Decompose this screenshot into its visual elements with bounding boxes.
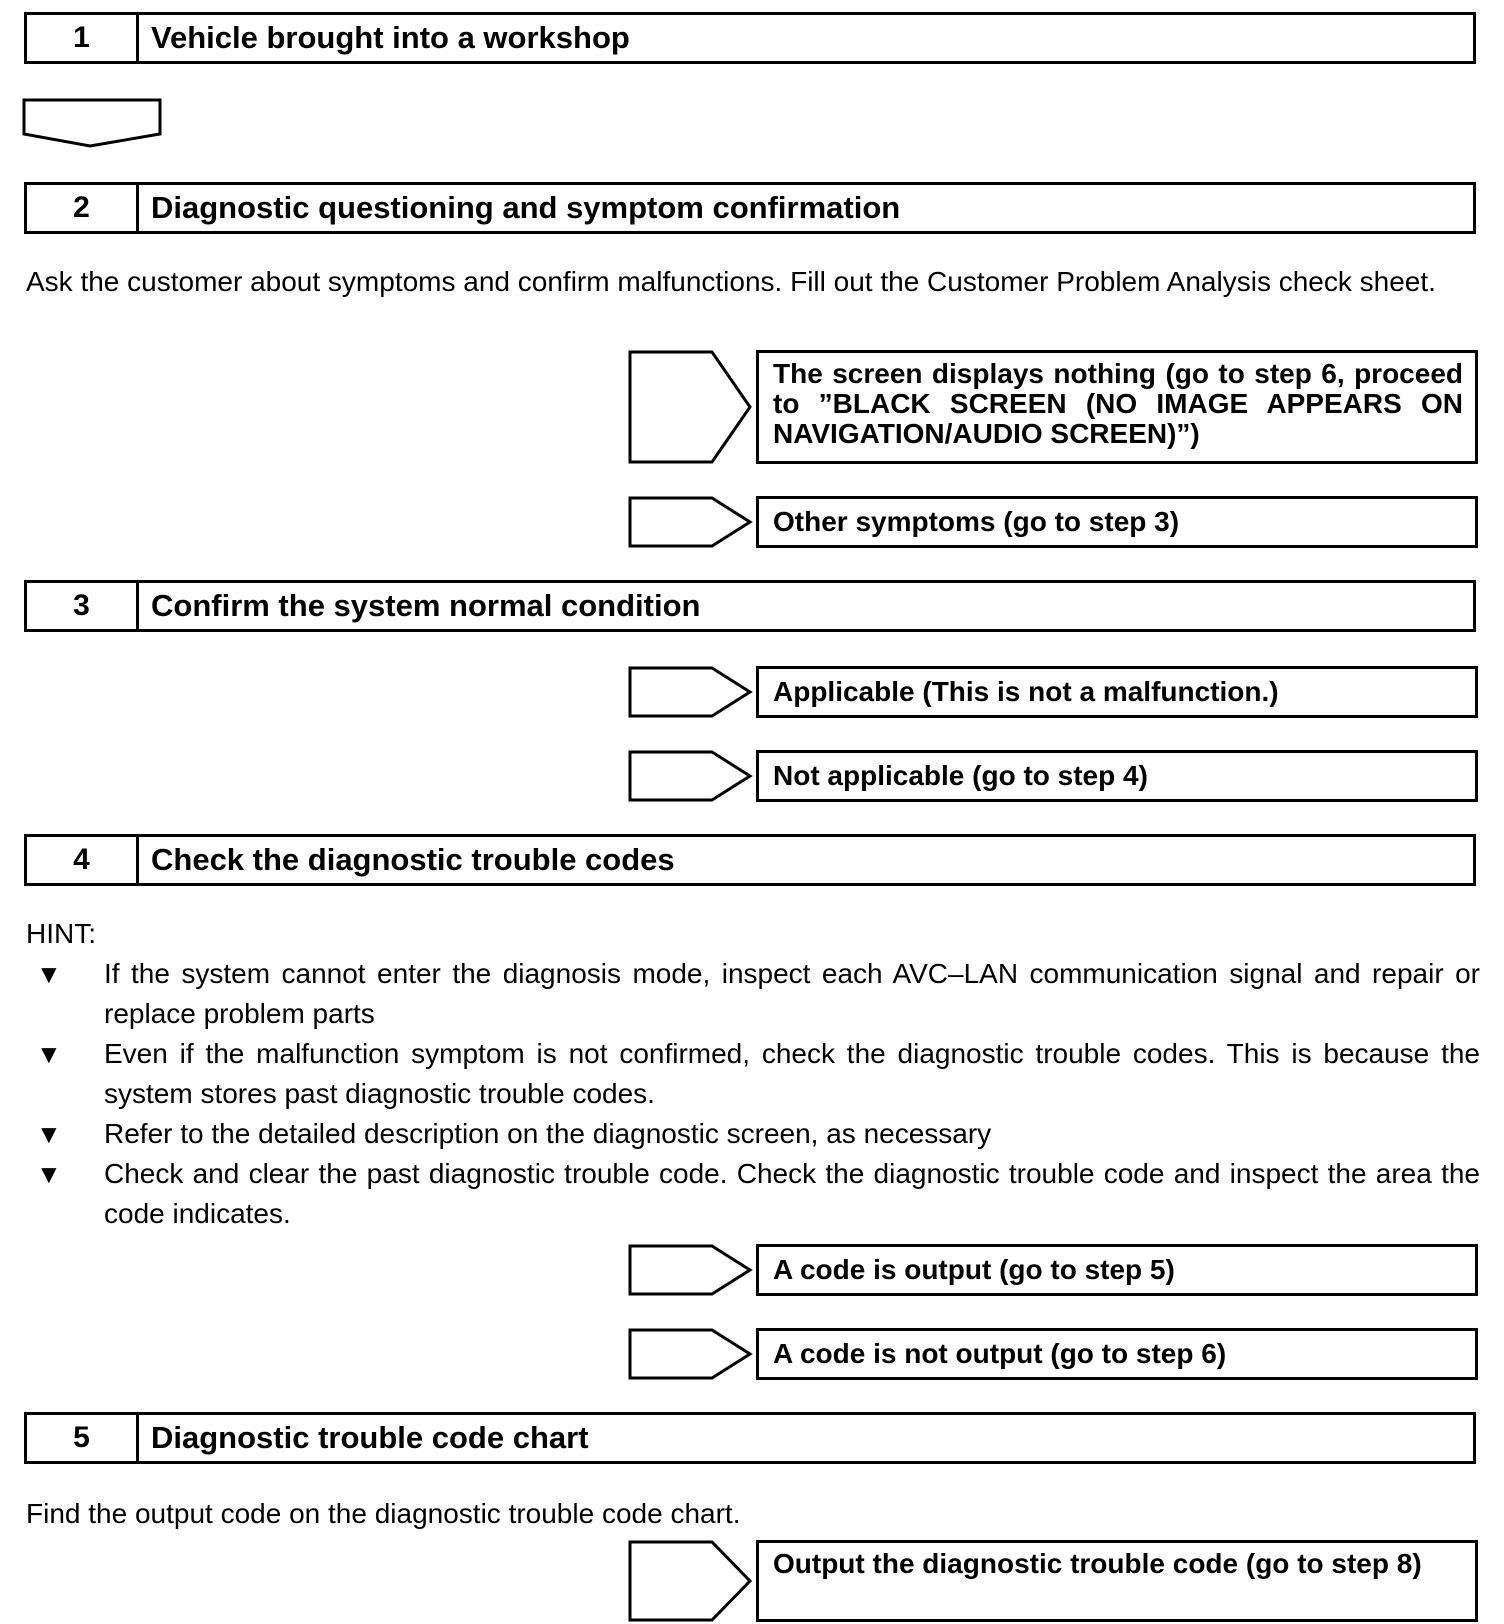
step-title: Diagnostic trouble code chart	[151, 1420, 589, 1455]
outcome-text: The screen displays nothing (go to step 6, proceed to ”BLACK SCREEN (NO IMAGE APPEARS ON NAVIGATION/AUDIO SCREEN)”)	[756, 350, 1478, 464]
outcome-code-output	[628, 1244, 1478, 1296]
triangle-bullet-icon: ▼	[36, 1119, 62, 1149]
outcome-output-dtc	[628, 1540, 1478, 1622]
step-number: 4	[27, 837, 139, 883]
triangle-bullet-icon: ▼	[36, 1159, 62, 1189]
step-3-header	[24, 580, 1476, 632]
step-number: 2	[27, 185, 139, 231]
hint-list	[24, 954, 1480, 1234]
down-arrow-icon	[22, 98, 162, 150]
hint-text: Check and clear the past diagnostic trouble code. Check the diagnostic trouble code and inspect the area the code indicates.	[104, 1158, 1480, 1229]
step-title: Diagnostic questioning and symptom confirmation	[151, 190, 901, 225]
step-2-description: Ask the customer about symptoms and confirm malfunctions. Fill out the Customer Problem Analysis check sheet.	[26, 266, 1436, 297]
list-item	[24, 1114, 1480, 1154]
step-2-header	[24, 182, 1476, 234]
right-arrow-icon	[628, 1328, 756, 1380]
step-number: 3	[27, 583, 139, 629]
step-4-header	[24, 834, 1476, 886]
list-item	[24, 1154, 1480, 1234]
outcome-text: Other symptoms (go to step 3)	[756, 496, 1478, 548]
right-arrow-icon	[628, 350, 756, 464]
outcome-text: A code is not output (go to step 6)	[756, 1328, 1478, 1380]
right-arrow-icon	[628, 496, 756, 548]
outcome-applicable	[628, 666, 1478, 718]
list-item	[24, 954, 1480, 1034]
outcome-text: A code is output (go to step 5)	[756, 1244, 1478, 1296]
step-1-header	[24, 12, 1476, 64]
right-arrow-icon	[628, 1244, 756, 1296]
outcome-black-screen	[628, 350, 1478, 464]
right-arrow-icon	[628, 1540, 756, 1622]
outcome-text: Not applicable (go to step 4)	[756, 750, 1478, 802]
hint-text: If the system cannot enter the diagnosis mode, inspect each AVC–LAN communication signal and repair or replace problem parts	[104, 958, 1480, 1029]
triangle-bullet-icon: ▼	[36, 959, 62, 989]
triangle-bullet-icon: ▼	[36, 1039, 62, 1069]
step-title: Vehicle brought into a workshop	[151, 20, 630, 55]
step-5-header	[24, 1412, 1476, 1464]
step-number: 5	[27, 1415, 139, 1461]
outcome-text: Output the diagnostic trouble code (go to step 8)	[756, 1540, 1478, 1622]
step-title: Confirm the system normal condition	[151, 588, 701, 623]
right-arrow-icon	[628, 750, 756, 802]
hint-label: HINT:	[26, 918, 96, 949]
outcome-other-symptoms	[628, 496, 1478, 548]
right-arrow-icon	[628, 666, 756, 718]
list-item	[24, 1034, 1480, 1114]
outcome-code-not-output	[628, 1328, 1478, 1380]
hint-text: Refer to the detailed description on the diagnostic screen, as necessary	[104, 1118, 992, 1149]
step-number: 1	[27, 15, 139, 61]
hint-text: Even if the malfunction symptom is not confirmed, check the diagnostic trouble codes. This is because the system stores past diagnostic trouble codes.	[104, 1038, 1480, 1109]
step-5-description: Find the output code on the diagnostic trouble code chart.	[26, 1498, 741, 1529]
outcome-not-applicable	[628, 750, 1478, 802]
outcome-text: Applicable (This is not a malfunction.)	[756, 666, 1478, 718]
step-title: Check the diagnostic trouble codes	[151, 842, 675, 877]
